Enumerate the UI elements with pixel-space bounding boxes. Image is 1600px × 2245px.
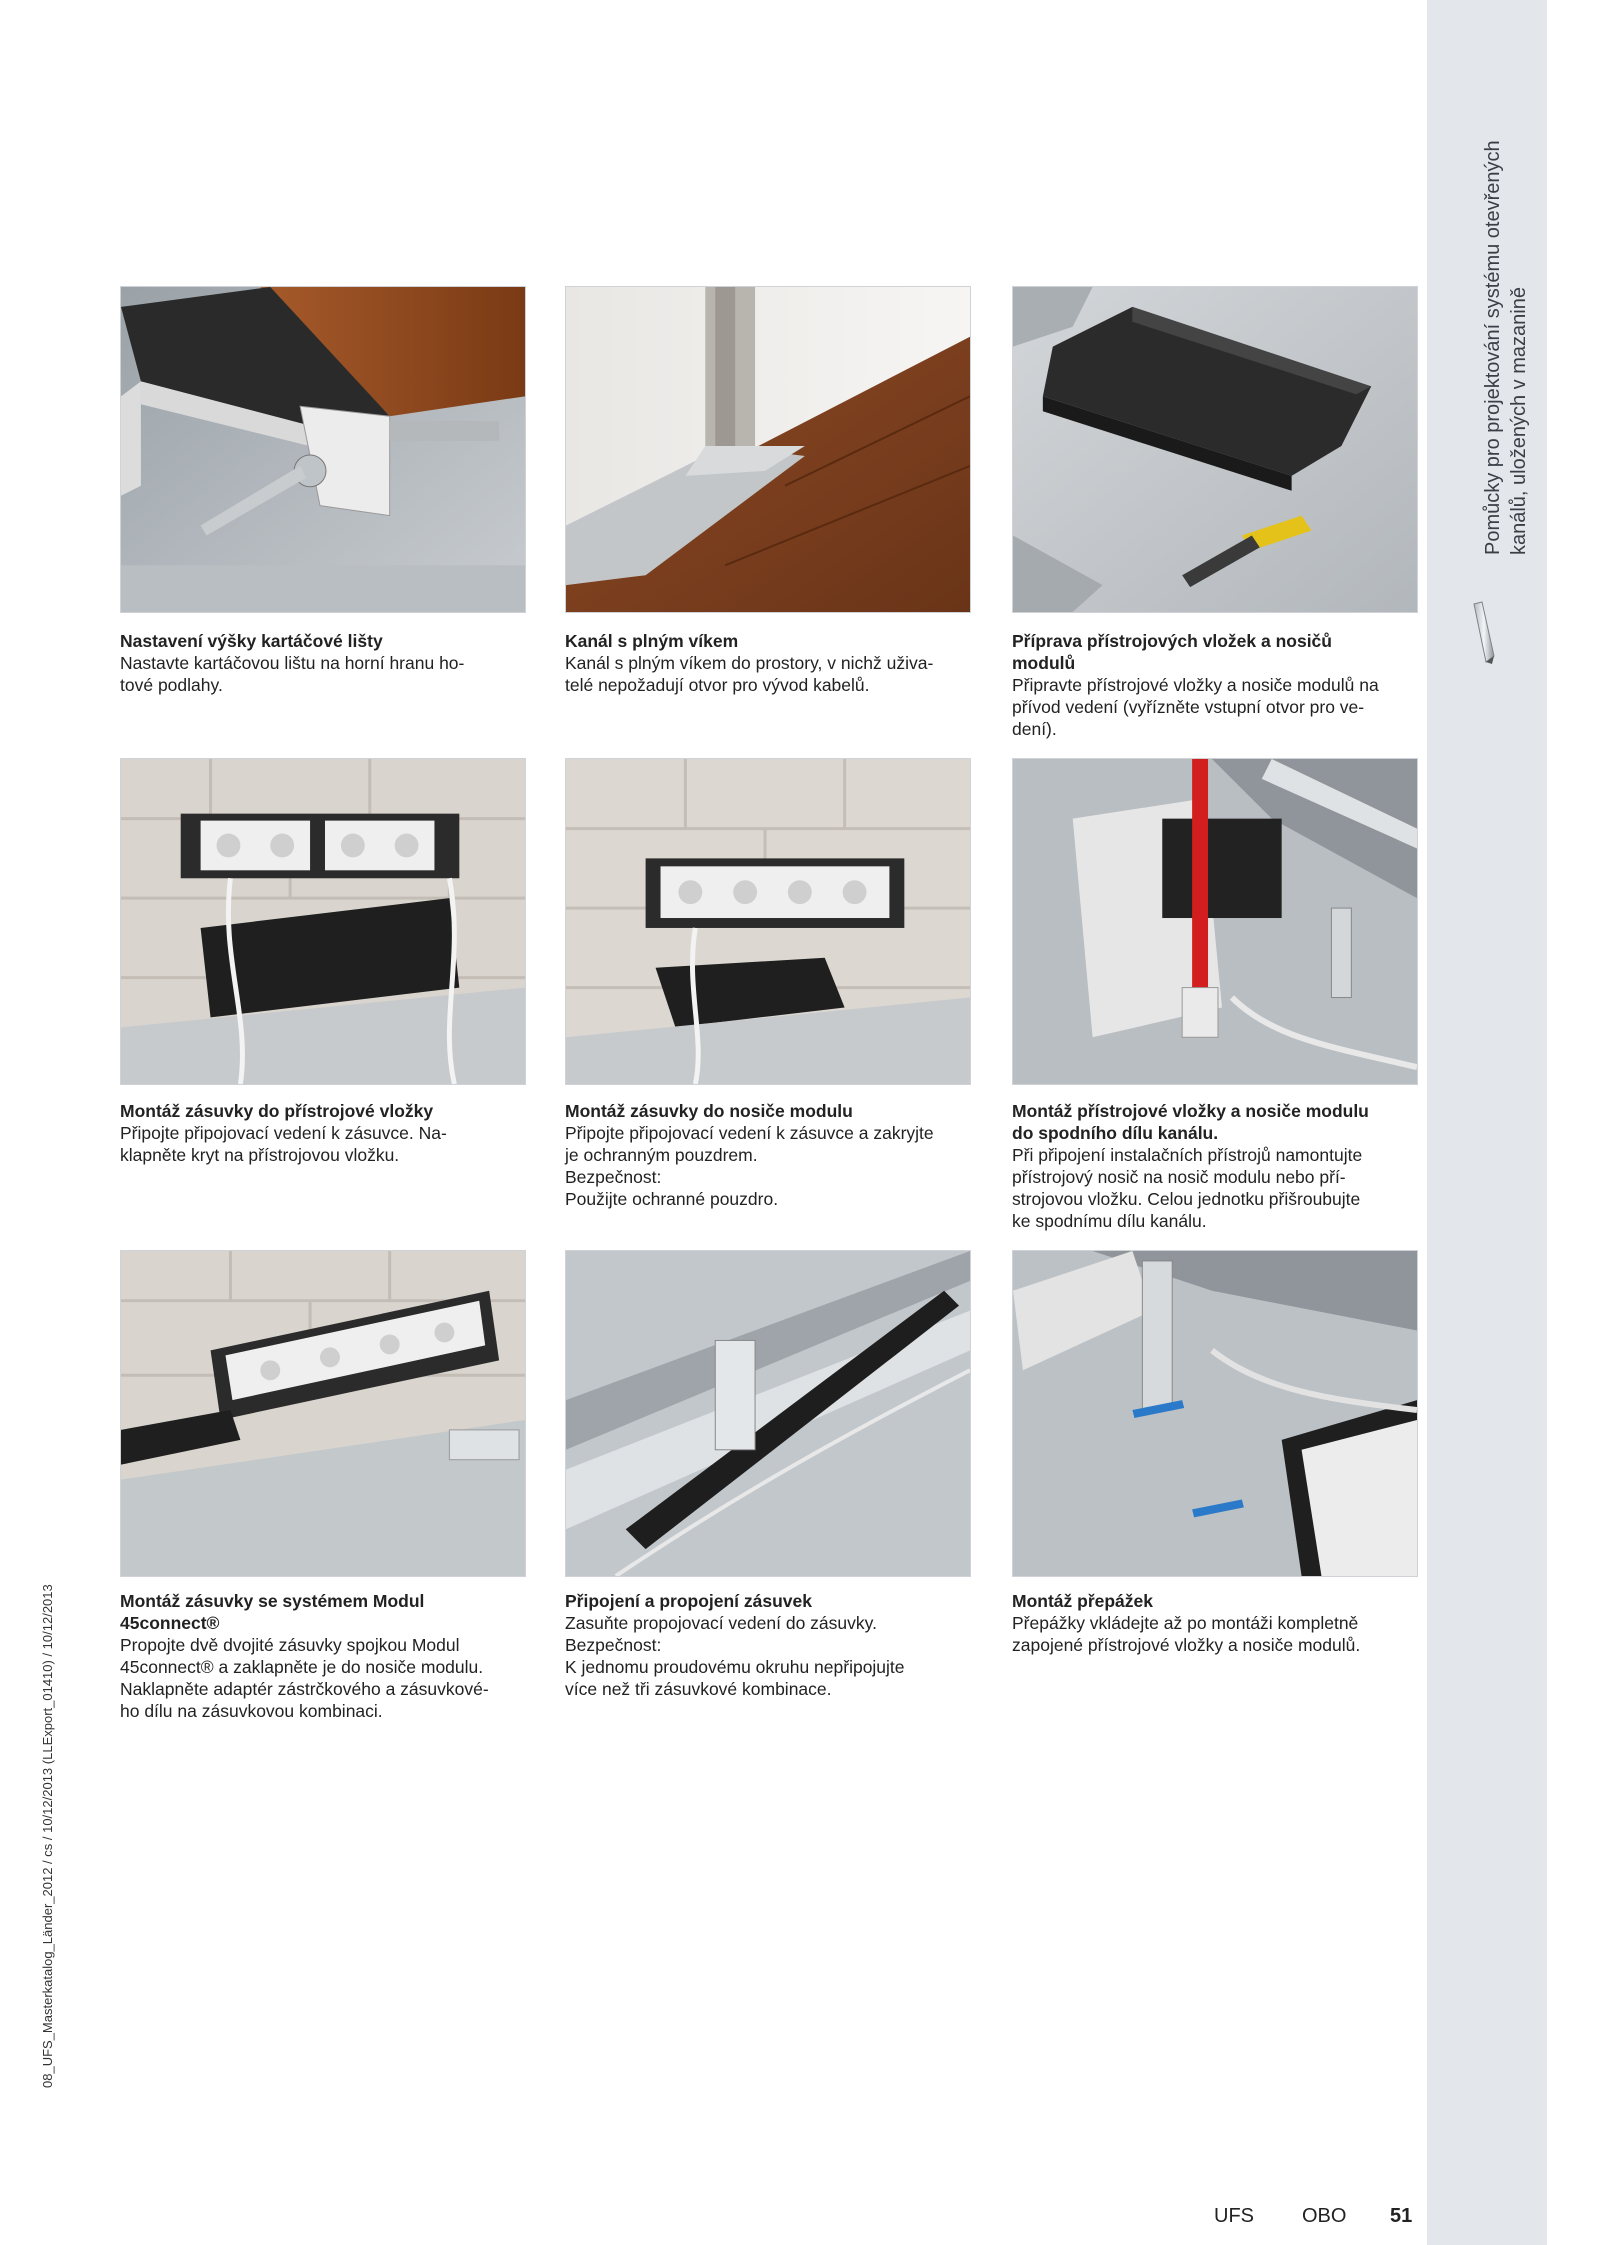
print-code: 08_UFS_Masterkatalog_Länder_2012 / cs / 10/12/2013 (LLExport_01410) / 10/12/2013 (40, 1584, 55, 2088)
card-7-title: Montáž zásuvky se systémem Modul (120, 1591, 425, 1611)
card-5 (565, 1100, 965, 1210)
card-3-text: přívod vedení (vyřízněte vstupní otvor pro ve- (1012, 697, 1365, 717)
photo-modul-45connect (120, 1250, 526, 1577)
card-4-title: Montáž zásuvky do přístrojové vložky (120, 1101, 434, 1121)
card-1-text: tové podlahy. (120, 675, 223, 695)
card-1-title: Nastavení výšky kartáčové lišty (120, 631, 383, 651)
card-8-title: Připojení a propojení zásuvek (565, 1591, 813, 1611)
sidebar-title-line-1: Pomůcky pro projektování systému otevřených (1482, 140, 1504, 555)
card-2 (565, 630, 965, 696)
card-1-text: Nastavte kartáčovou lištu na horní hranu ho- (120, 653, 465, 673)
card-7-text: Propojte dvě dvojité zásuvky spojkou Modul (120, 1635, 460, 1655)
sidebar-title-line-2: kanálů, uložených v mazanině (1508, 287, 1530, 555)
card-8-text: Zasuňte propojovací vedení do zásuvky. (565, 1613, 877, 1633)
card-9-title: Montáž přepážek (1012, 1591, 1153, 1611)
card-3-title: Příprava přístrojových vložek a nosičů (1012, 631, 1332, 651)
card-5-text: Použijte ochranné pouzdro. (565, 1189, 779, 1209)
card-6-text: Při připojení instalačních přístrojů namontujte (1012, 1145, 1363, 1165)
card-7-text: ho dílu na zásuvkovou kombinaci. (120, 1701, 383, 1721)
card-5-text: Bezpečnost: (565, 1167, 662, 1187)
card-1 (120, 630, 520, 696)
card-3-text: Připravte přístrojové vložky a nosiče modulů na (1012, 675, 1379, 695)
photo-socket-carrier (565, 758, 971, 1085)
card-6-text: strojovou vložku. Celou jednotku přišroubujte (1012, 1189, 1361, 1209)
card-4 (120, 1100, 520, 1166)
sidebar-title (1480, 140, 1532, 555)
card-9-text: Přepážky vkládejte až po montáži kompletně (1012, 1613, 1359, 1633)
photo-device-insert-prep (1012, 286, 1418, 613)
card-5-text: je ochranným pouzdrem. (565, 1145, 758, 1165)
card-5-title: Montáž zásuvky do nosiče modulu (565, 1101, 853, 1121)
card-6-title: Montáž přístrojové vložky a nosiče modulu (1012, 1101, 1369, 1121)
card-2-title: Kanál s plným víkem (565, 631, 739, 651)
card-8-text: více než tři zásuvkové kombinace. (565, 1679, 832, 1699)
card-7 (120, 1590, 520, 1722)
photo-partitions (1012, 1250, 1418, 1577)
card-4-text: Připojte připojovací vedení k zásuvce. Na- (120, 1123, 447, 1143)
photo-socket-insert (120, 758, 526, 1085)
page-number: 51 (1390, 2205, 1413, 2227)
card-6-text: ke spodnímu dílu kanálu. (1012, 1211, 1207, 1231)
photo-channel-mount (1012, 758, 1418, 1085)
card-8-text: Bezpečnost: (565, 1635, 662, 1655)
card-9 (1012, 1590, 1412, 1656)
footer-system: UFS (1214, 2205, 1254, 2227)
card-5-text: Připojte připojovací vedení k zásuvce a zakryjte (565, 1123, 934, 1143)
card-9-text: zapojené přístrojové vložky a nosiče modulů. (1012, 1635, 1361, 1655)
card-3-title: modulů (1012, 653, 1076, 673)
card-2-text: telé nepožadují otvor pro vývod kabelů. (565, 675, 870, 695)
photo-brush-strip (120, 286, 526, 613)
footer-brand: OBO (1302, 2205, 1347, 2227)
card-7-title: 45connect® (120, 1613, 220, 1633)
card-7-text: 45connect® a zaklapněte je do nosiče modulu. (120, 1657, 484, 1677)
card-3-text: dení). (1012, 719, 1057, 739)
card-7-text: Naklapněte adaptér zástrčkového a zásuvkové- (120, 1679, 489, 1699)
card-8-text: K jednomu proudovému okruhu nepřipojujte (565, 1657, 905, 1677)
card-6-title: do spodního dílu kanálu. (1012, 1123, 1219, 1143)
card-6 (1012, 1100, 1412, 1232)
marker-icon (1468, 600, 1498, 666)
card-3 (1012, 630, 1412, 740)
card-8 (565, 1590, 965, 1700)
card-4-text: klapněte kryt na přístrojovou vložku. (120, 1145, 400, 1165)
photo-connecting-sockets (565, 1250, 971, 1577)
card-2-text: Kanál s plným víkem do prostory, v nichž uživa- (565, 653, 934, 673)
card-6-text: přístrojový nosič na nosič modulu nebo pří- (1012, 1167, 1346, 1187)
photo-solid-cover (565, 286, 971, 613)
